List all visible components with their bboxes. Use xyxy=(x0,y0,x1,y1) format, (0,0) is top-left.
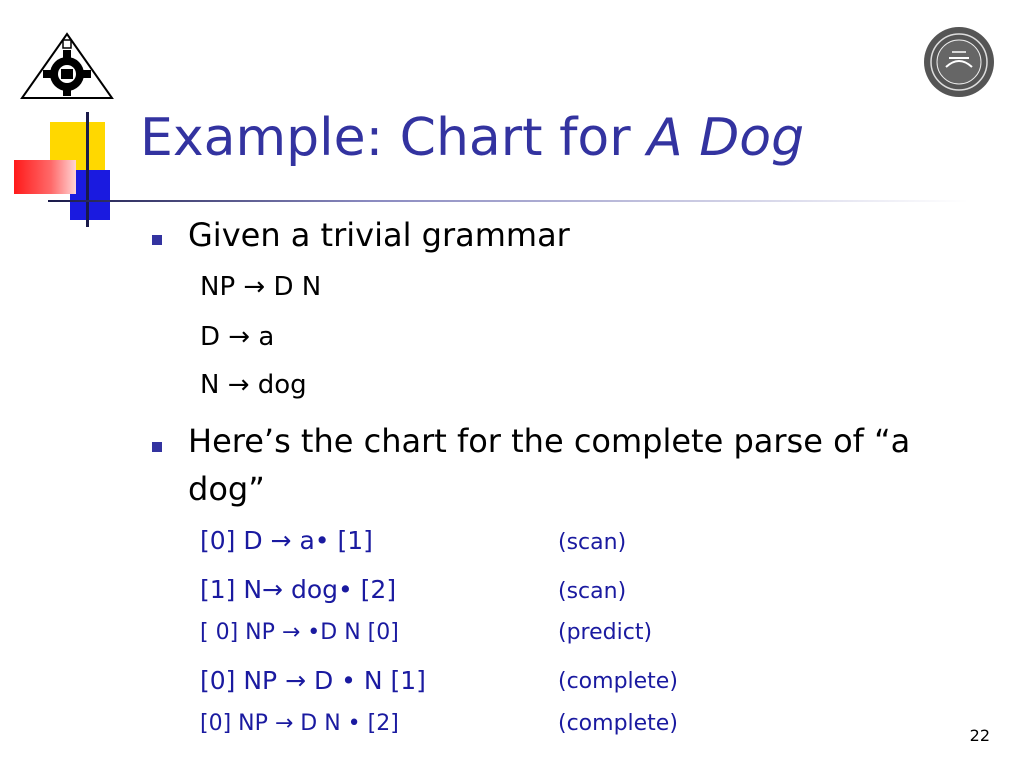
slide-title: Example: Chart for A Dog xyxy=(140,108,805,168)
bullet-marker xyxy=(152,235,162,245)
university-seal-logo xyxy=(922,25,996,99)
decor-blue-square xyxy=(70,170,110,220)
chart-entry: [0] D → a• [1] xyxy=(200,526,373,555)
chart-entry: [ 0] NP → •D N [0] xyxy=(200,620,399,645)
bullet-text-grammar: Given a trivial grammar xyxy=(188,216,570,254)
chart-entry: [1] N→ dog• [2] xyxy=(200,575,397,604)
chart-entry-note: (scan) xyxy=(558,530,627,555)
chart-entry-note: (complete) xyxy=(558,669,678,694)
page-number: 22 xyxy=(969,726,990,745)
title-underline xyxy=(48,200,968,202)
bullet-text-chart: Here’s the chart for the complete parse of “a xyxy=(188,422,911,460)
decor-vertical-line xyxy=(86,112,89,227)
decor-red-bar xyxy=(14,160,76,194)
chart-entry: [0] NP → D • N [1] xyxy=(200,666,426,695)
institution-logo-left xyxy=(20,28,115,103)
grammar-rule: NP → D N xyxy=(200,272,322,302)
chart-entry-note: (predict) xyxy=(558,620,653,645)
bullet-marker xyxy=(152,442,162,452)
chart-entry-note: (complete) xyxy=(558,711,678,736)
grammar-rule: N → dog xyxy=(200,370,307,400)
chart-entry-note: (scan) xyxy=(558,579,627,604)
bullet-text-chart-cont: dog” xyxy=(188,470,265,508)
grammar-rule: D → a xyxy=(200,322,275,352)
chart-entry: [0] NP → D N • [2] xyxy=(200,711,399,736)
